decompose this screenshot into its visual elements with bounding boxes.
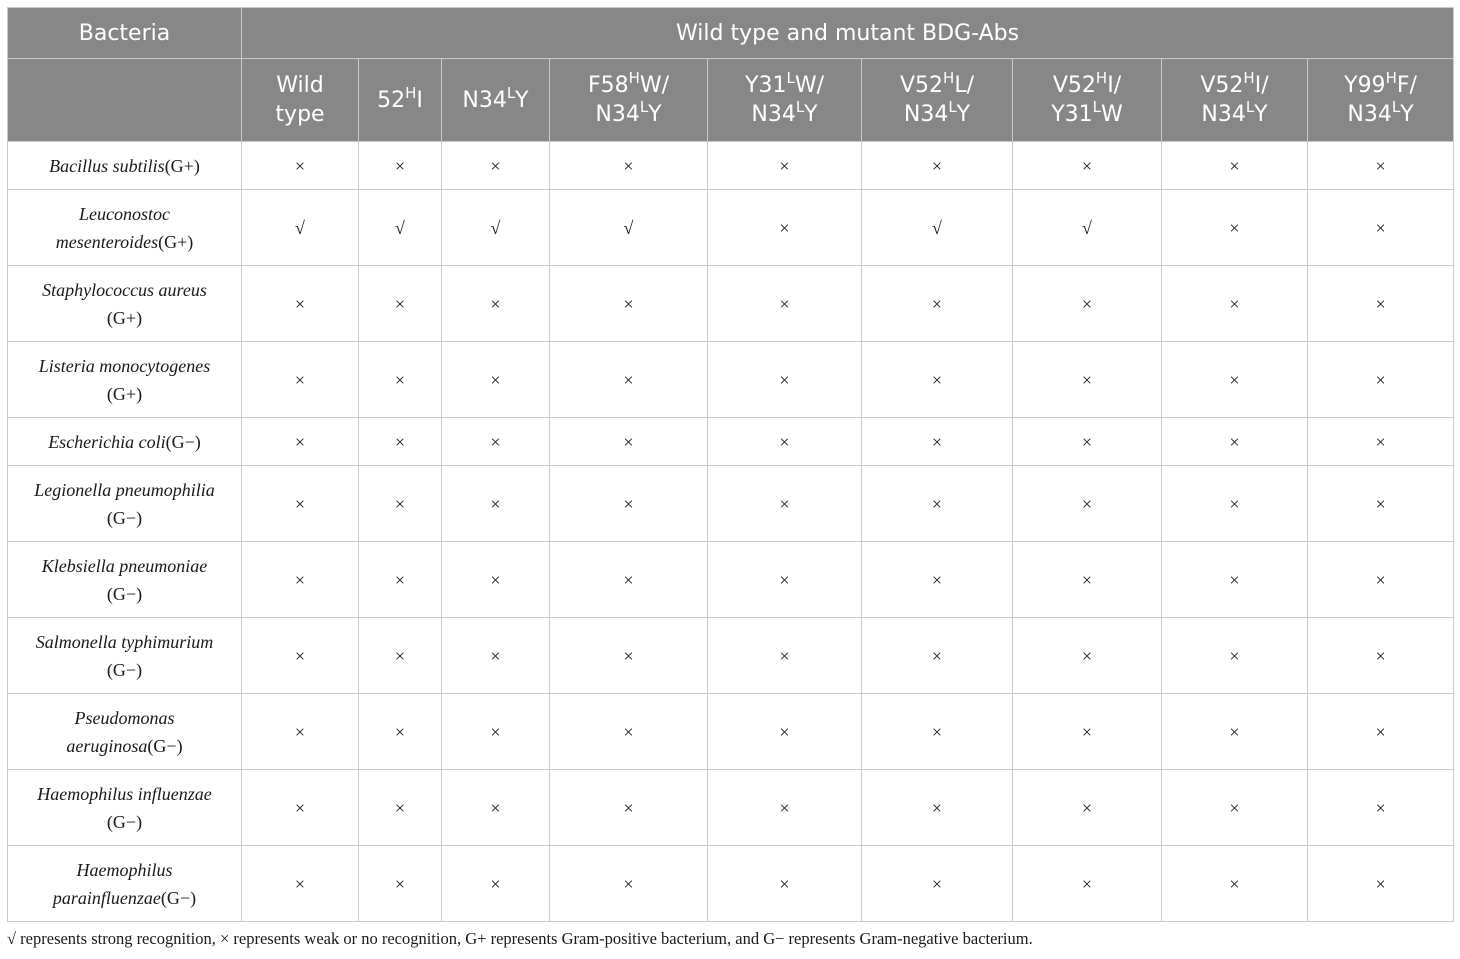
text-fragment: N34 [903, 102, 949, 127]
bacteria-name-cell [8, 190, 242, 266]
weak-recognition-mark: × [442, 342, 550, 418]
strong-recognition-mark: √ [1013, 190, 1162, 266]
weak-recognition-mark: × [550, 142, 708, 190]
text-fragment: Klebsiella pneumoniae [41, 555, 208, 576]
weak-recognition-mark: × [862, 618, 1013, 694]
text-fragment: Y31 [745, 73, 787, 98]
bdg-recognition-table [7, 7, 1454, 922]
text-fragment: I [416, 87, 423, 113]
weak-recognition-mark: × [359, 542, 442, 618]
text-fragment: I/ [1107, 73, 1122, 98]
bacteria-name-cell [8, 618, 242, 694]
table-row [8, 618, 1454, 694]
weak-recognition-mark: × [442, 694, 550, 770]
column-header [708, 59, 862, 142]
table-footnote: √ represents strong recognition, × represents weak or no recognition, G+ represents Gram-positive bacterium, and G− represents Gram-negative bacterium. [7, 929, 1033, 948]
weak-recognition-mark: × [1308, 418, 1454, 466]
weak-recognition-mark: × [708, 342, 862, 418]
weak-recognition-mark: × [1013, 418, 1162, 466]
text-fragment: aeruginosa [66, 735, 148, 756]
text-fragment: Y99 [1344, 73, 1386, 98]
bacteria-name-cell [8, 418, 242, 466]
text-fragment: H [405, 83, 417, 102]
weak-recognition-mark: × [1162, 542, 1308, 618]
text-fragment: (G+) [158, 231, 194, 252]
weak-recognition-mark: × [550, 418, 708, 466]
weak-recognition-mark: × [708, 770, 862, 846]
weak-recognition-mark: × [1308, 266, 1454, 342]
weak-recognition-mark: × [708, 266, 862, 342]
weak-recognition-mark: × [550, 770, 708, 846]
table-row [8, 190, 1454, 266]
weak-recognition-mark: × [1013, 142, 1162, 190]
column-header [1308, 59, 1454, 142]
text-fragment: W/ [639, 73, 670, 98]
text-fragment: (G−) [106, 507, 143, 528]
weak-recognition-mark: × [708, 846, 862, 922]
text-fragment: V52 [1052, 73, 1096, 98]
weak-recognition-mark: × [359, 342, 442, 418]
weak-recognition-mark: × [442, 542, 550, 618]
column-header-row [8, 59, 1454, 142]
text-fragment: Y [1254, 102, 1268, 127]
table-row [8, 770, 1454, 846]
weak-recognition-mark: × [442, 466, 550, 542]
weak-recognition-mark: × [1162, 770, 1308, 846]
weak-recognition-mark: × [708, 466, 862, 542]
text-fragment: Salmonella typhimurium [35, 631, 214, 652]
text-fragment: F/ [1396, 73, 1417, 98]
weak-recognition-mark: × [862, 466, 1013, 542]
weak-recognition-mark: × [1308, 618, 1454, 694]
weak-recognition-mark: × [1162, 694, 1308, 770]
text-fragment: L/ [954, 73, 974, 98]
text-fragment: L [795, 98, 805, 116]
text-fragment: W [1101, 102, 1123, 127]
table-row [8, 542, 1454, 618]
text-fragment: Haemophilus [76, 859, 173, 880]
bacteria-name-cell [8, 770, 242, 846]
weak-recognition-mark: × [1162, 266, 1308, 342]
text-fragment: Y [804, 102, 818, 127]
column-header [1013, 59, 1162, 142]
text-fragment: Pseudomonas [74, 707, 175, 728]
weak-recognition-mark: × [708, 142, 862, 190]
table-row [8, 266, 1454, 342]
weak-recognition-mark: × [359, 466, 442, 542]
strong-recognition-mark: √ [359, 190, 442, 266]
text-fragment: L [506, 83, 516, 102]
weak-recognition-mark: × [1162, 418, 1308, 466]
text-fragment: W/ [794, 73, 824, 98]
weak-recognition-mark: × [242, 266, 359, 342]
weak-recognition-mark: × [550, 542, 708, 618]
weak-recognition-mark: × [359, 618, 442, 694]
bacteria-name-cell [8, 694, 242, 770]
weak-recognition-mark: × [359, 418, 442, 466]
weak-recognition-mark: × [1162, 846, 1308, 922]
weak-recognition-mark: × [1013, 466, 1162, 542]
column-header [442, 59, 550, 142]
text-fragment: L [1245, 98, 1255, 116]
weak-recognition-mark: × [1308, 342, 1454, 418]
bacteria-name-cell [8, 846, 242, 922]
weak-recognition-mark: × [359, 142, 442, 190]
bacteria-name-cell [8, 466, 242, 542]
text-fragment: N34 [595, 102, 640, 127]
text-fragment: Escherichia coli [48, 431, 166, 452]
table-row [8, 694, 1454, 770]
weak-recognition-mark: × [550, 618, 708, 694]
weak-recognition-mark: × [708, 190, 862, 266]
weak-recognition-mark: × [242, 342, 359, 418]
weak-recognition-mark: × [708, 418, 862, 466]
column-header [862, 59, 1013, 142]
weak-recognition-mark: × [359, 846, 442, 922]
weak-recognition-mark: × [1162, 618, 1308, 694]
text-fragment: Listeria monocytogenes [38, 355, 211, 376]
text-fragment: type [275, 102, 325, 127]
text-fragment: N34 [1347, 102, 1392, 127]
weak-recognition-mark: × [242, 618, 359, 694]
weak-recognition-mark: × [1308, 466, 1454, 542]
text-fragment: H [1095, 69, 1108, 87]
weak-recognition-mark: × [708, 542, 862, 618]
weak-recognition-mark: × [242, 770, 359, 846]
weak-recognition-mark: × [242, 846, 359, 922]
weak-recognition-mark: × [550, 342, 708, 418]
text-fragment: 52 [377, 87, 406, 113]
text-fragment: N34 [1201, 102, 1246, 127]
bacteria-name-cell [8, 142, 242, 190]
weak-recognition-mark: × [242, 694, 359, 770]
table-row [8, 342, 1454, 418]
text-fragment: Y [515, 87, 529, 113]
weak-recognition-mark: × [359, 770, 442, 846]
text-fragment: (G−) [106, 811, 143, 832]
text-fragment: L [1092, 98, 1102, 116]
text-fragment: (G−) [106, 659, 143, 680]
text-fragment: (G−) [106, 583, 143, 604]
text-fragment: parainfluenzae [52, 887, 161, 908]
strong-recognition-mark: √ [442, 190, 550, 266]
header-bacteria: Bacteria [8, 8, 242, 59]
text-fragment: L [1391, 98, 1401, 116]
weak-recognition-mark: × [1162, 466, 1308, 542]
strong-recognition-mark: √ [550, 190, 708, 266]
weak-recognition-mark: × [1013, 846, 1162, 922]
column-header [359, 59, 442, 142]
strong-recognition-mark: √ [242, 190, 359, 266]
weak-recognition-mark: × [1013, 266, 1162, 342]
weak-recognition-mark: × [442, 618, 550, 694]
weak-recognition-mark: × [359, 266, 442, 342]
text-fragment: (G+) [106, 383, 143, 404]
header-group-title: Wild type and mutant BDG-Abs [242, 8, 1454, 59]
text-fragment: N34 [751, 102, 796, 127]
weak-recognition-mark: × [862, 694, 1013, 770]
weak-recognition-mark: × [1308, 142, 1454, 190]
weak-recognition-mark: × [550, 466, 708, 542]
text-fragment: (G+) [106, 307, 143, 328]
bacteria-name-cell [8, 266, 242, 342]
weak-recognition-mark: × [862, 342, 1013, 418]
text-fragment: (G+) [164, 155, 200, 176]
table-row [8, 466, 1454, 542]
text-fragment: Leuconostoc [79, 203, 170, 224]
weak-recognition-mark: × [1308, 770, 1454, 846]
text-fragment: L [786, 69, 795, 87]
text-fragment: H [943, 69, 955, 87]
text-fragment: Y [648, 102, 662, 127]
weak-recognition-mark: × [862, 266, 1013, 342]
text-fragment: mesenteroides [55, 231, 159, 252]
weak-recognition-mark: × [442, 846, 550, 922]
text-fragment: F58 [587, 73, 629, 98]
table-body [8, 142, 1454, 922]
weak-recognition-mark: × [1162, 342, 1308, 418]
weak-recognition-mark: × [862, 846, 1013, 922]
text-fragment: Bacillus subtilis [49, 155, 165, 176]
text-fragment: Y [956, 102, 971, 127]
weak-recognition-mark: × [359, 694, 442, 770]
weak-recognition-mark: × [242, 418, 359, 466]
bacteria-name-cell [8, 342, 242, 418]
weak-recognition-mark: × [1013, 770, 1162, 846]
table-row [8, 418, 1454, 466]
text-fragment: H [1243, 69, 1255, 87]
weak-recognition-mark: × [1308, 694, 1454, 770]
text-fragment: Legionella pneumophilia [34, 479, 215, 500]
weak-recognition-mark: × [1308, 846, 1454, 922]
table-row [8, 142, 1454, 190]
text-fragment: N34 [462, 87, 507, 113]
weak-recognition-mark: × [242, 142, 359, 190]
weak-recognition-mark: × [862, 418, 1013, 466]
text-fragment: (G−) [165, 431, 201, 452]
text-fragment: (G−) [160, 887, 197, 908]
weak-recognition-mark: × [442, 142, 550, 190]
table-row [8, 846, 1454, 922]
text-fragment: (G−) [147, 735, 183, 756]
weak-recognition-mark: × [1308, 190, 1454, 266]
weak-recognition-mark: × [550, 846, 708, 922]
weak-recognition-mark: × [862, 142, 1013, 190]
weak-recognition-mark: × [862, 542, 1013, 618]
strong-recognition-mark: √ [862, 190, 1013, 266]
weak-recognition-mark: × [550, 694, 708, 770]
column-header [550, 59, 708, 142]
weak-recognition-mark: × [1013, 342, 1162, 418]
weak-recognition-mark: × [862, 770, 1013, 846]
weak-recognition-mark: × [242, 466, 359, 542]
bacteria-name-cell [8, 542, 242, 618]
text-fragment: Wild [276, 73, 324, 98]
text-fragment: L [639, 98, 649, 116]
text-fragment: H [1385, 69, 1397, 87]
weak-recognition-mark: × [1162, 190, 1308, 266]
text-fragment: Haemophilus influenzae [37, 783, 212, 804]
text-fragment: Staphylococcus aureus [42, 279, 207, 300]
weak-recognition-mark: × [1162, 142, 1308, 190]
weak-recognition-mark: × [1013, 542, 1162, 618]
text-fragment: Y [1400, 102, 1414, 127]
weak-recognition-mark: × [442, 418, 550, 466]
text-fragment: H [628, 69, 640, 87]
weak-recognition-mark: × [708, 694, 862, 770]
text-fragment: I/ [1254, 73, 1269, 98]
column-header [1162, 59, 1308, 142]
weak-recognition-mark: × [1013, 694, 1162, 770]
weak-recognition-mark: × [550, 266, 708, 342]
weak-recognition-mark: × [242, 542, 359, 618]
weak-recognition-mark: × [1013, 618, 1162, 694]
weak-recognition-mark: × [442, 770, 550, 846]
column-header [242, 59, 359, 142]
header-bacteria-blank [8, 59, 242, 142]
text-fragment: Y31 [1051, 102, 1093, 127]
text-fragment: L [948, 98, 957, 116]
text-fragment: V52 [1200, 73, 1244, 98]
weak-recognition-mark: × [708, 618, 862, 694]
weak-recognition-mark: × [1308, 542, 1454, 618]
weak-recognition-mark: × [442, 266, 550, 342]
text-fragment: V52 [900, 73, 944, 98]
